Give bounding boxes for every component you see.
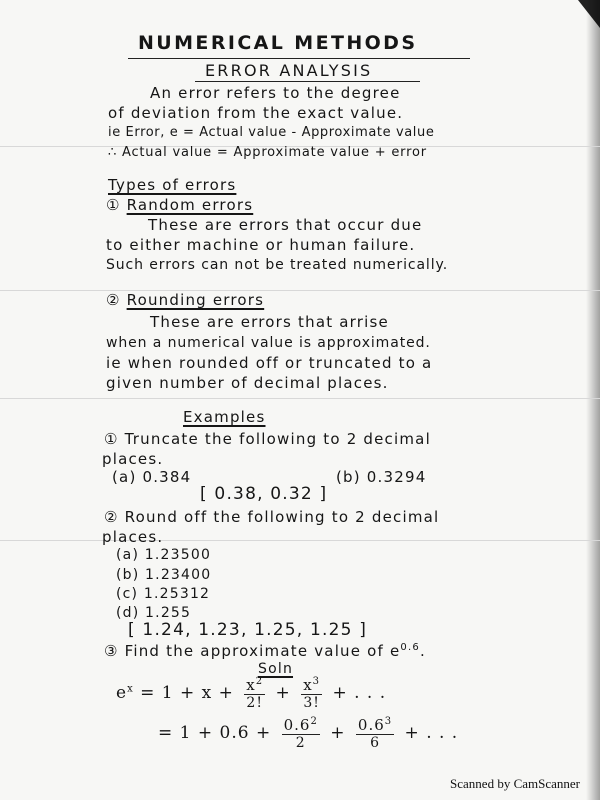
- body-line: These are errors that occur due: [148, 216, 423, 234]
- rounding-errors-title: Rounding errors: [126, 291, 265, 309]
- intro-line: ie Error, e = Actual value - Approximate value: [108, 125, 435, 140]
- body-line: when a numerical value is approximated.: [106, 335, 431, 351]
- rounding-errors-heading: [106, 293, 264, 308]
- item-number: ①: [106, 196, 121, 214]
- example-2-item: (d) 1.255: [116, 605, 192, 621]
- ruled-line: [0, 398, 600, 399]
- random-errors-heading: [106, 198, 253, 213]
- example-1-answer: [ 0.38, 0.32 ]: [200, 484, 328, 504]
- item-number: ②: [106, 291, 121, 309]
- title-underline: [128, 58, 470, 59]
- scanner-watermark: Scanned by CamScanner: [450, 776, 580, 791]
- subtitle-underline: [195, 81, 420, 82]
- body-line: ie when rounded off or truncated to a: [106, 354, 433, 372]
- example-2-prompt: ② Round off the following to 2 decimal: [104, 508, 440, 526]
- random-errors-title: Random errors: [126, 196, 254, 214]
- body-line: Such errors can not be treated numerically.: [106, 257, 449, 273]
- examples-heading: Examples: [183, 408, 266, 426]
- example-2-item: (a) 1.23500: [116, 547, 212, 563]
- intro-line: ∴ Actual value = Approximate value + error: [108, 145, 427, 160]
- ruled-line: [0, 290, 600, 291]
- body-line: These are errors that arrise: [150, 313, 389, 331]
- item-number: ③: [104, 642, 119, 660]
- example-2-item: (b) 1.23400: [116, 567, 212, 583]
- example-3-prompt: ③ Find the approximate value of $e^{0.6}$.: [104, 642, 426, 660]
- example-1-prompt: ① Truncate the following to 2 decimal: [104, 430, 431, 448]
- series-expansion: $e^x = 1 + x$ + $\frac{x^2}{2!}$ + $\frac{x^3}{3!}$ + . . .: [116, 676, 387, 711]
- page-title: NUMERICAL METHODS: [138, 32, 418, 54]
- fraction-06sq-over-2: $\frac{0.6^2}{2}$: [283, 716, 318, 751]
- series-substitution: = 1 + 0.6 + $\frac{0.6^2}{2}$ + $\frac{0.6^3}{6}$ + . . .: [158, 716, 459, 751]
- example-1-prompt-cont: places.: [102, 450, 164, 468]
- body-line: given number of decimal places.: [106, 374, 389, 392]
- fraction-x2-over-2fact: $\frac{x^2}{2!}$: [246, 676, 264, 711]
- example-2-answer: [ 1.24, 1.23, 1.25, 1.25 ]: [128, 620, 368, 640]
- solution-label: Soln: [258, 661, 294, 677]
- ruled-line: [0, 540, 600, 541]
- section-heading: Types of errors: [108, 176, 237, 194]
- page-edge-shadow: [586, 0, 600, 800]
- page-subtitle: ERROR ANALYSIS: [205, 61, 373, 80]
- fraction-x3-over-3fact: $\frac{x^3}{3!}$: [303, 676, 321, 711]
- example-1-item-b: (b) 0.3294: [336, 468, 427, 486]
- example-1-item-a: (a) 0.384: [112, 468, 192, 486]
- body-line: to either machine or human failure.: [106, 236, 416, 254]
- fraction-06cube-over-6: $\frac{0.6^3}{6}$: [357, 716, 393, 751]
- intro-line: An error refers to the degree: [150, 84, 401, 102]
- example-2-prompt-cont: places.: [102, 528, 164, 546]
- item-number: ①: [104, 430, 119, 448]
- item-number: ②: [104, 508, 119, 526]
- intro-line: of deviation from the exact value.: [108, 104, 404, 122]
- example-2-item: (c) 1.25312: [116, 586, 211, 602]
